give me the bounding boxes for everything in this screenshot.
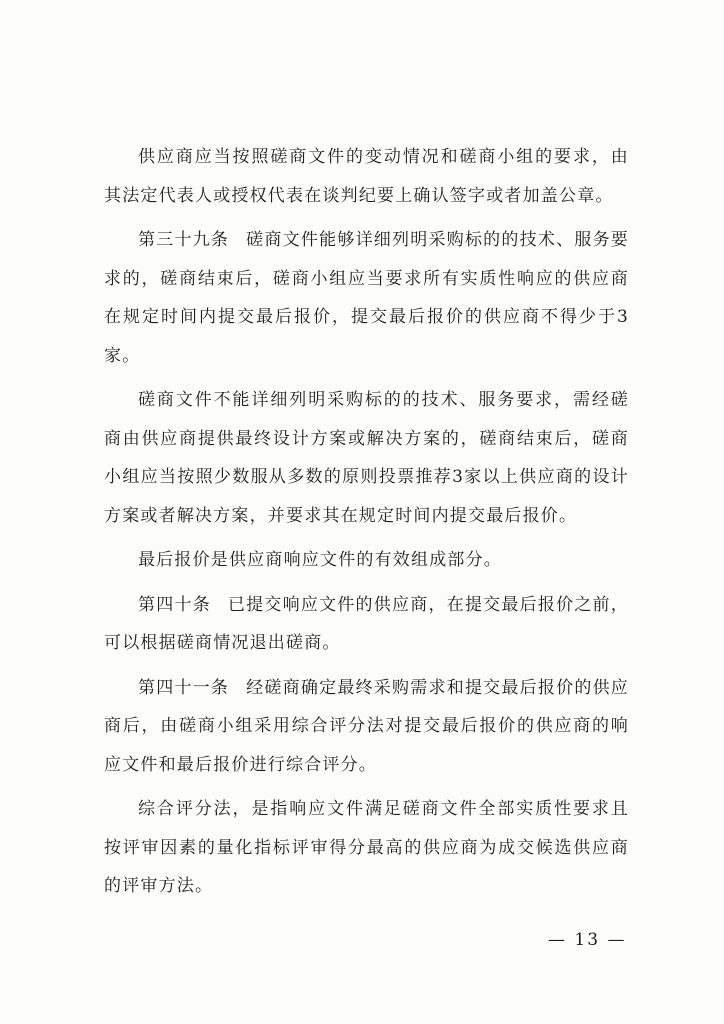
article-number: 第四十一条 [138, 677, 230, 698]
paragraph-text: 磋商文件不能详细列明采购标的的技术、服务要求，需经磋商由供应商提供最终设计方案或解决方案的，磋商结束后，磋商小组应当按照少数服从多数的原则投票推荐3家以上供应商的设计方案或者解决方案，并要求其在规定时间内提交最后报价。 [104, 390, 629, 526]
paragraph-text: 最后报价是供应商响应文件的有效组成部分。 [138, 550, 502, 570]
paragraph-text: 磋商文件能够详细列明采购标的的技术、服务要求的，磋商结束后，磋商小组应当要求所有实质性响应的供应商在规定时间内提交最后报价，提交最后报价的供应商不得少于3家。 [104, 230, 629, 366]
paragraph-comprehensive-scoring [104, 790, 629, 906]
article-41 [104, 669, 629, 785]
paragraph-text: 经磋商确定最终采购需求和提交最后报价的供应商后，由磋商小组采用综合评分法对提交最后报价的供应商的响应文件和最后报价进行综合评分。 [104, 677, 629, 775]
paragraph-design-solution [104, 381, 629, 535]
paragraph-final-quote-part [104, 541, 629, 580]
document-body [104, 138, 629, 912]
paragraph-confirmation-signature [104, 138, 629, 215]
article-number: 第四十条 [138, 594, 211, 615]
paragraph-text: 供应商应当按照磋商文件的变动情况和磋商小组的要求，由其法定代表人或授权代表在谈判纪要上确认签字或者加盖公章。 [104, 147, 629, 206]
article-number: 第三十九条 [138, 230, 230, 250]
paragraph-text: 综合评分法，是指响应文件满足磋商文件全部实质性要求且按评审因素的量化指标评审得分最高的供应商为成交候选供应商的评审方法。 [104, 799, 629, 896]
paragraph-text: 已提交响应文件的供应商，在提交最后报价之前，可以根据磋商情况退出磋商。 [104, 594, 629, 653]
article-39 [104, 221, 629, 375]
article-40 [104, 586, 629, 663]
page-number: — 13 — [548, 930, 627, 950]
